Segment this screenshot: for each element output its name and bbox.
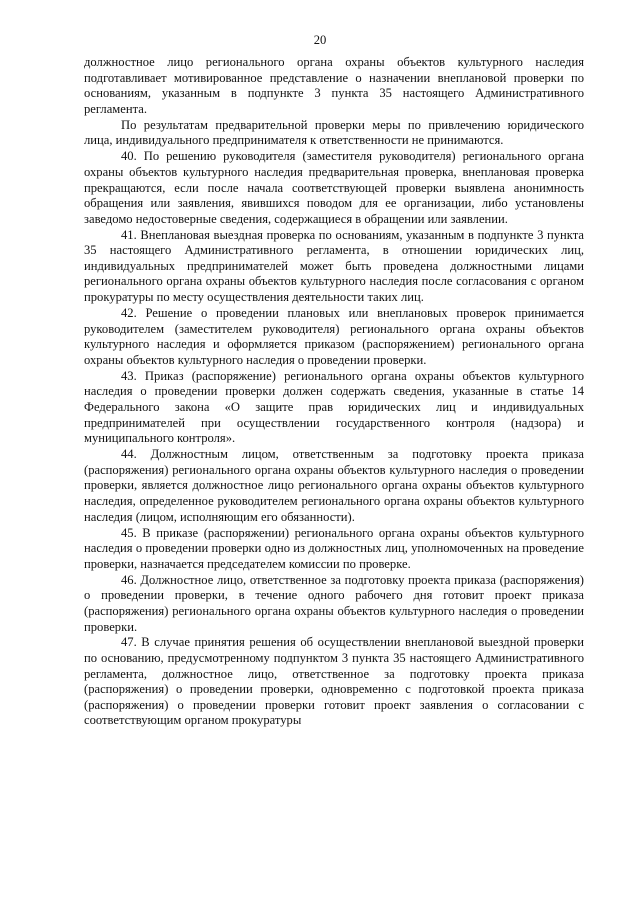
paragraph-continuation: должностное лицо регионального органа охраны объектов культурного наследия подготавливает мотивированное представление о назначении внеплановой проверки по основаниям, указанным в подпункте 3 пункта 35 настоящего Административного регламента. — [84, 55, 584, 116]
page-number: 20 — [313, 33, 327, 47]
paragraph-45: 45. В приказе (распоряжении) регионального органа охраны объектов культурного наследия о проведении проверки одно из должностных лиц, уполномоченных на проведение проверки, назначается председателем комиссии по проверке. — [84, 525, 584, 571]
paragraph-47: 47. В случае принятия решения об осуществлении внеплановой выездной проверки по основанию, предусмотренному подпунктом 3 пункта 35 настоящего Административного регламента, должностное лицо, ответственное за подготовку проекта приказа (распоряжения) о проведении проверки, одновременно с подготовкой проекта приказа (распоряжения) о проведении проверки готовит проект заявления о согласовании с соответствующим органом прокуратуры — [84, 635, 584, 728]
document-body — [84, 55, 584, 729]
paragraph-preliminary-check-result: По результатам предварительной проверки меры по привлечению юридического лица, индивидуального предпринимателя к ответственности не принимаются. — [84, 117, 584, 148]
paragraph-40: 40. По решению руководителя (заместителя руководителя) регионального органа охраны объектов культурного наследия предварительная проверка, внеплановая проверка прекращаются, если после начала соответствующей проверки выявлена анонимность обращения или заявления, явившихся поводом для ее организации, либо установлены заведомо недостоверные сведения, содержащиеся в обращении или заявлении. — [84, 149, 584, 226]
paragraph-43: 43. Приказ (распоряжение) регионального органа охраны объектов культурного наследия о проведении проверки должен содержать сведения, указанные в статье 14 Федерального закона «О защите прав юридических лиц и индивидуальных предпринимателей при осуществлении государственного контроля (надзора) и муниципального контроля». — [84, 368, 584, 446]
paragraph-44: 44. Должностным лицом, ответственным за подготовку проекта приказа (распоряжения) регионального органа охраны объектов культурного наследия о проведении проверки, является должностное лицо регионального органа охраны объектов культурного наследия, определенное руководителем регионального органа охраны объектов культурного наследия (лицом, исполняющим его обязанности). — [84, 447, 584, 524]
paragraph-41: 41. Внеплановая выездная проверка по основаниям, указанным в подпункте 3 пункта 35 настоящего Административного регламента, в отношении юридических лиц, индивидуальных предпринимателей может быть проведена должностными лицами регионального органа охраны объектов культурного наследия после согласования с органом прокуратуры по месту осуществления деятельности таких лиц. — [84, 227, 584, 305]
paragraph-46: 46. Должностное лицо, ответственное за подготовку проекта приказа (распоряжения) о проведении проверки, в течение одного рабочего дня готовит проект приказа (распоряжения) регионального органа охраны объектов культурного наследия о проведении проверки. — [84, 572, 584, 634]
paragraph-42: 42. Решение о проведении плановых или внеплановых проверок принимается руководителем (заместителем руководителя) регионального органа охраны объектов культурного наследия и оформляется приказом (распоряжением) регионального органа охраны объектов культурного наследия о проведении проверки. — [84, 306, 584, 367]
